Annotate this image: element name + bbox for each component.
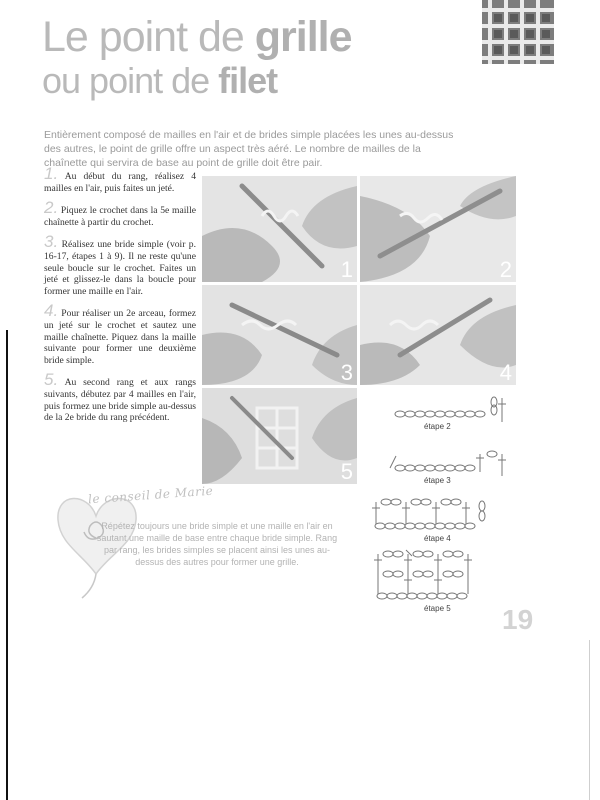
photo-number: 5 — [340, 459, 353, 484]
step-item — [44, 164, 196, 194]
step-item — [44, 198, 196, 228]
title-line-1 — [42, 14, 352, 60]
tip-text: Répétez toujours une bride simple et une maille en l'air en sautant une maille de base entre chaque bride simple. Rang par rang, les brides simples se placent ainsi les unes au-dessus des autres pour former une grille. — [96, 521, 338, 567]
step-text: Au début du rang, réalisez 4 mailles en l'air, puis faites un jeté. — [44, 171, 196, 194]
intro-paragraph: Entièrement composé de mailles en l'air et de brides simple placées les unes au-dessus des autres, le point de grille offre un aspect très aéré. Le nombre de mailles de la chaînette qui servira de base au point de grille doit être pair. — [44, 129, 454, 169]
step-item — [44, 301, 196, 366]
step-number: 5. — [44, 370, 59, 390]
photo-number: 1 — [340, 257, 353, 282]
scan-edge-left — [6, 330, 8, 800]
step-text: Réalisez une bride simple (voir p. 16-17, étapes 1 à 9). Il ne reste qu'une seule boucle sur le crochet. Faites un jeté et glissez-le dans la boucle pour former une maille en l'air. — [44, 239, 196, 297]
diagram-step-2 — [390, 396, 522, 424]
photo-number: 2 — [499, 257, 512, 282]
photo-number: 4 — [499, 360, 512, 385]
step-item — [44, 232, 196, 297]
step-text: Pour réaliser un 2e arceau, formez un jeté sur le crochet et sautez une maille chaînette. Piquez dans la maille suivante pour former une deuxième bride simple. — [44, 308, 196, 366]
step-number: 3. — [44, 232, 59, 252]
step-photo-2 — [360, 176, 516, 282]
diagram-label: étape 5 — [424, 604, 451, 613]
title-line-1-bold: grille — [254, 13, 352, 61]
step-photo-4 — [360, 285, 516, 385]
step-photo-1 — [202, 176, 357, 282]
photo-number: 3 — [340, 360, 353, 385]
diagram-label: étape 3 — [424, 476, 451, 485]
page-number: 19 — [502, 604, 534, 635]
step-number: 1. — [44, 164, 59, 183]
title-line-2-bold: filet — [218, 60, 278, 101]
diagram-step-5 — [372, 548, 496, 602]
diagram-label: étape 4 — [424, 534, 451, 543]
scan-edge-right — [589, 640, 590, 800]
step-text: Piquez le crochet dans la 5e maille chaînette à partir du crochet. — [44, 205, 196, 228]
tip-header: le conseil de Marie — [87, 483, 214, 507]
diagram-step-4 — [370, 496, 504, 532]
step-photo-5 — [202, 388, 357, 484]
step-number: 2. — [44, 198, 59, 218]
page-title — [42, 14, 352, 102]
step-text: Au second rang et aux rangs suivants, débutez par 4 mailles en l'air, puis formez une bride simple au-dessus de la 2e bride du rang précédent. — [44, 377, 196, 424]
steps-list — [44, 164, 196, 432]
title-line-2 — [42, 60, 352, 102]
mesh-swatch-image — [482, 0, 554, 64]
diagram-label: étape 2 — [424, 422, 451, 431]
diagram-step-3 — [388, 450, 522, 478]
title-line-2-light: ou point de — [42, 60, 219, 101]
step-item — [44, 370, 196, 424]
step-number: 4. — [44, 301, 59, 321]
step-photo-3 — [202, 285, 357, 385]
title-line-1-light: Le point de — [42, 13, 255, 61]
